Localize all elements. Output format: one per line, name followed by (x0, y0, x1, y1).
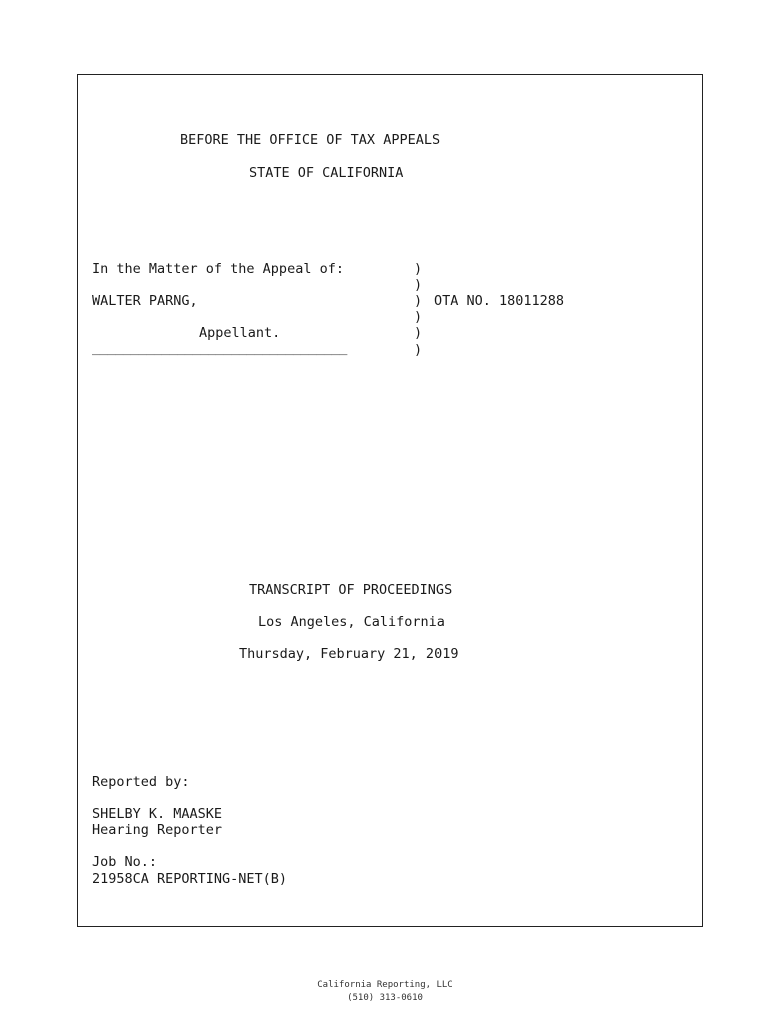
footer-phone: (510) 313-0610 (347, 993, 423, 1003)
header-office-title: BEFORE THE OFFICE OF TAX APPEALS (180, 132, 441, 148)
proceeding-title: TRANSCRIPT OF PROCEEDINGS (249, 582, 453, 598)
transcript-page-frame (77, 74, 703, 927)
caption-underline: _________________________________ (92, 340, 348, 356)
proceeding-date: Thursday, February 21, 2019 (239, 646, 459, 662)
reported-by-label: Reported by: (92, 774, 190, 790)
caption-paren: ) (414, 309, 423, 325)
proceeding-location: Los Angeles, California (258, 614, 445, 630)
matter-label: In the Matter of the Appeal of: (92, 261, 344, 277)
caption-paren: ) (414, 293, 423, 309)
caption-paren: ) (414, 277, 423, 293)
appellant-role: Appellant. (199, 325, 281, 341)
caption-paren: ) (414, 342, 423, 358)
case-number: OTA NO. 18011288 (434, 293, 565, 309)
footer-company: California Reporting, LLC (317, 980, 453, 990)
job-number: 21958CA REPORTING-NET(B) (92, 871, 288, 887)
reporter-title: Hearing Reporter (92, 822, 223, 838)
reporter-name: SHELBY K. MAASKE (92, 806, 223, 822)
job-number-label: Job No.: (92, 854, 158, 870)
appellant-name: WALTER PARNG, (92, 293, 198, 309)
caption-paren: ) (414, 325, 423, 341)
caption-paren: ) (414, 261, 423, 277)
header-state-title: STATE OF CALIFORNIA (249, 165, 404, 181)
